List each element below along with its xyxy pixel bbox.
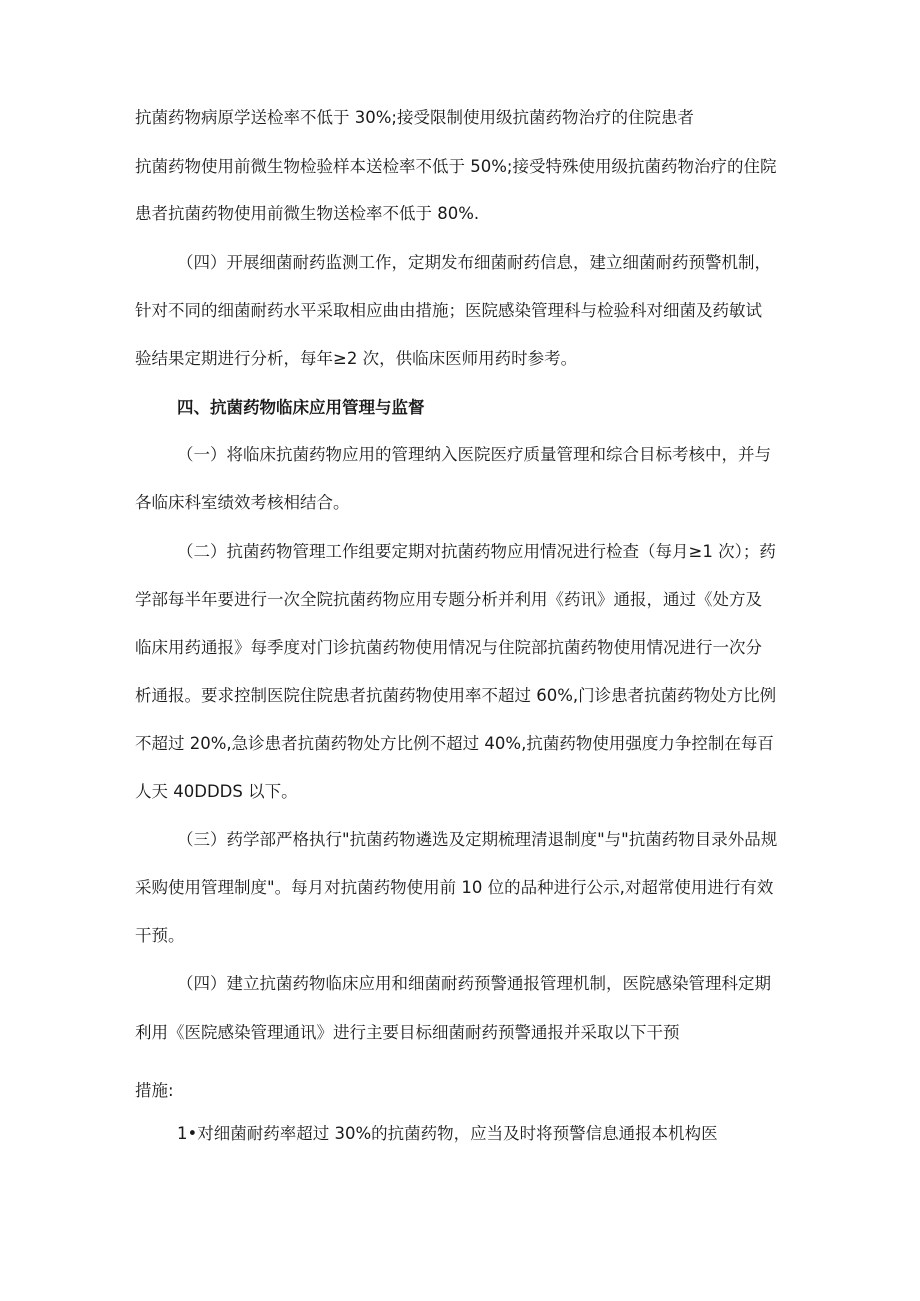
paragraph-line: 抗菌药物使用前微生物检验样本送检率不低于 50%;接受特殊使用级抗菌药物治疗的住院: [135, 157, 777, 176]
paragraph-line: 措施:: [135, 1081, 174, 1100]
section-heading: 四、抗菌药物临床应用管理与监督: [177, 398, 425, 417]
paragraph-line: 析通报。要求控制医院住院患者抗菌药物使用率不超过 60%,门诊患者抗菌药物处方比例: [135, 686, 777, 705]
paragraph-line: （一）将临床抗菌药物应用的管理纳入医院医疗质量管理和综合目标考核中，并与: [177, 445, 771, 464]
paragraph-line: 人天 40DDDS 以下。: [135, 782, 298, 801]
paragraph-line: 患者抗菌药物使用前微生物送检率不低于 80%.: [135, 204, 480, 223]
paragraph-line: 干预。: [135, 926, 185, 945]
paragraph-line: （四）建立抗菌药物临床应用和细菌耐药预警通报管理机制，医院感染管理科定期: [177, 974, 771, 993]
paragraph-line: （二）抗菌药物管理工作组要定期对抗菌药物应用情况进行检查（每月≥1 次）；药: [177, 542, 776, 561]
paragraph-line: 临床用药通报》每季度对门诊抗菌药物使用情况与住院部抗菌药物使用情况进行一次分: [135, 638, 762, 657]
paragraph-line: 各临床科室绩效考核相结合。: [135, 493, 350, 512]
paragraph-line: 采购使用管理制度"。每月对抗菌药物使用前 10 位的品种进行公示,对超常使用进行有效: [135, 878, 774, 897]
paragraph-line: 学部每半年要进行一次全院抗菌药物应用专题分析并利用《药讯》通报，通过《处方及: [135, 590, 762, 609]
paragraph-line: 针对不同的细菌耐药水平采取相应曲由措施；医院感染管理科与检验科对细菌及药敏试: [135, 301, 762, 320]
paragraph-line: 不超过 20%,急诊患者抗菌药物处方比例不超过 40%,抗菌药物使用强度力争控制在每百: [135, 734, 774, 753]
paragraph-line: 抗菌药物病原学送检率不低于 30%;接受限制使用级抗菌药物治疗的住院患者: [135, 108, 694, 127]
paragraph-line: （四）开展细菌耐药监测工作，定期发布细菌耐药信息，建立细菌耐药预警机制，: [177, 253, 771, 272]
paragraph-line: （三）药学部严格执行"抗菌药物遴选及定期梳理清退制度"与"抗菌药物目录外品规: [177, 830, 778, 849]
paragraph-line: 利用《医院感染管理通讯》进行主要目标细菌耐药预警通报并采取以下干预: [135, 1023, 680, 1042]
list-item-line: 1•对细菌耐药率超过 30%的抗菌药物，应当及时将预警信息通报本机构医: [177, 1124, 718, 1143]
paragraph-line: 验结果定期进行分析，每年≥2 次，供临床医师用药时参考。: [135, 349, 578, 368]
